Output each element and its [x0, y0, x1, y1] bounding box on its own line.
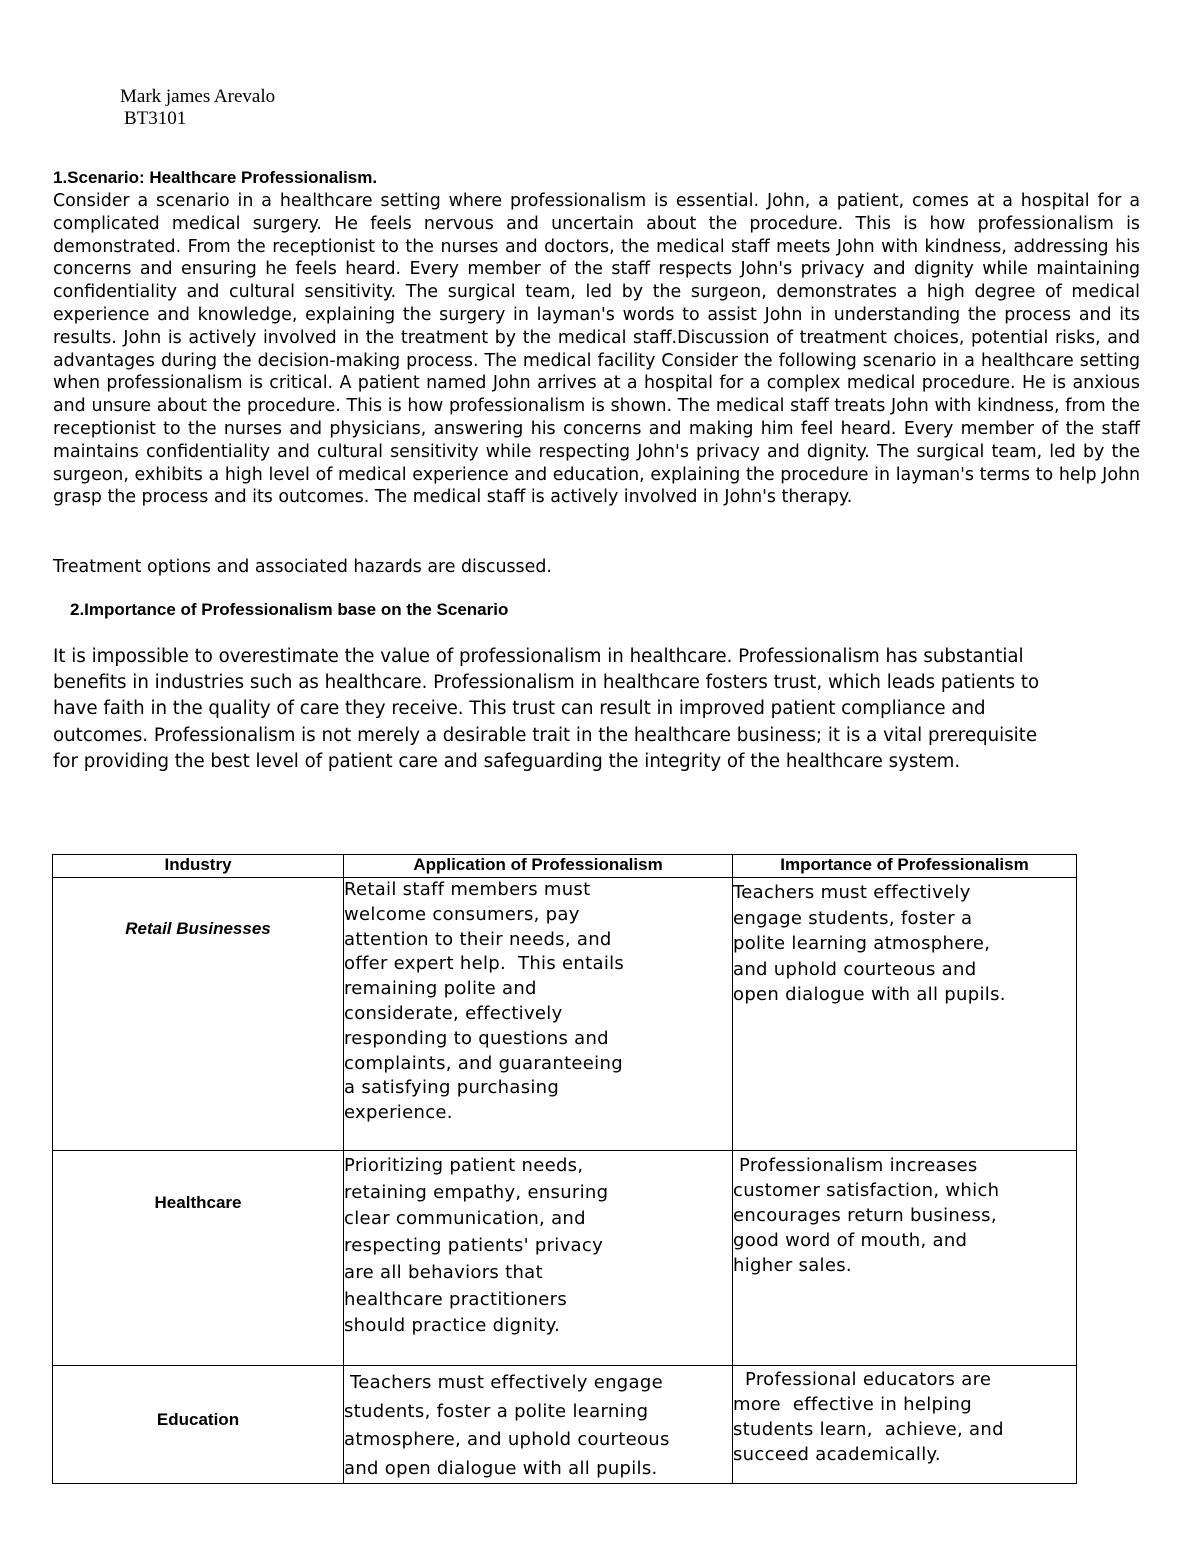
importance-cell: [733, 878, 1077, 1151]
cell-line: higher sales.: [733, 1255, 852, 1276]
cell-line: students, foster a polite learning: [344, 1400, 649, 1422]
importance-line: for providing the best level of patient care and safeguarding the integrity of the healthcare system.: [53, 750, 961, 772]
cell-line: responding to questions and: [344, 1027, 609, 1049]
importance-paragraph: [53, 644, 1143, 775]
cell-line: encourages return business,: [733, 1205, 997, 1226]
cell-line: atmosphere, and uphold courteous: [344, 1429, 670, 1451]
scenario-paragraph: Consider a scenario in a healthcare setting where professionalism is essential. John, a patient, comes at a hospital for a complicated medical surgery. He feels nervous and uncertain about the procedure. This is how professionalism is demonstrated. From the receptionist to the nurses and doctors, the medical staff meets John with kindness, addressing his concerns and ensuring he feels heard. Every member of the staff respects John's privacy and dignity while maintaining confidentiality and cultural sensitivity. The surgical team, led by the surgeon, demonstrates a high degree of medical experience and knowledge, explaining the surgery in layman's words to assist John in understanding the process and its results. John is actively involved in the treatment by the medical staff.Discussion of treatment choices, potential risks, and advantages during the decision-making process. The medical facility Consider the following scenario in a healthcare setting when professionalism is critical. A patient named John arrives at a hospital for a complex medical procedure. He is anxious and unsure about the procedure. This is how professionalism is shown. The medical staff treats John with kindness, from the receptionist to the nurses and physicians, answering his concerns and making him feel heard. Every member of the staff maintains confidentiality and cultural sensitivity while respecting John's privacy and dignity. The surgical team, led by the surgeon, exhibits a high level of medical experience and education, explaining the procedure in layman's terms to help John grasp the process and its outcomes. The medical staff is actively involved in John's therapy.: [53, 191, 1140, 508]
author-name: Mark james Arevalo: [120, 86, 276, 107]
industry-cell: [53, 1366, 344, 1484]
cell-line: Professional educators are: [733, 1369, 992, 1390]
cell-line: complaints, and guaranteeing: [344, 1052, 623, 1074]
cell-line: considerate, effectively: [344, 1002, 563, 1024]
header-importance: Importance of Professionalism: [733, 855, 1077, 878]
cell-line: remaining polite and: [344, 978, 537, 1000]
table-row: [53, 1366, 1077, 1484]
cell-line: welcome consumers, pay: [344, 903, 580, 925]
cell-line: open dialogue with all pupils.: [733, 984, 1006, 1005]
industry-label: Retail Businesses: [125, 919, 271, 938]
cell-line: should practice dignity.: [344, 1315, 561, 1337]
cell-line: clear communication, and: [344, 1208, 586, 1230]
cell-line: healthcare practitioners: [344, 1288, 568, 1310]
scenario-closing-line: Treatment options and associated hazards are discussed.: [53, 557, 552, 577]
section-code: BT3101: [124, 108, 187, 129]
cell-line: and uphold courteous and: [733, 958, 977, 980]
cell-line: Teachers must effectively engage: [344, 1372, 663, 1393]
cell-line: offer expert help. This entails: [344, 953, 625, 975]
industry-label: Healthcare: [154, 1193, 242, 1212]
cell-line: polite learning atmosphere,: [733, 933, 991, 954]
scenario-heading: 1.Scenario: Healthcare Professionalism.: [53, 168, 378, 187]
cell-line: Teachers must effectively: [733, 882, 971, 903]
cell-line: succeed academically.: [733, 1444, 941, 1465]
cell-line: customer satisfaction, which: [733, 1180, 1000, 1201]
cell-line: respecting patients' privacy: [344, 1235, 604, 1257]
cell-line: attention to their needs, and: [344, 928, 612, 950]
author-block: [120, 86, 275, 130]
table-row: [53, 1151, 1077, 1366]
industry-cell: [53, 1151, 344, 1366]
professionalism-table: [52, 854, 1077, 1484]
importance-line: benefits in industries such as healthcare. Professionalism in healthcare fosters trust, which leads patients to: [53, 672, 1040, 694]
cell-line: Retail staff members must: [344, 879, 591, 900]
application-cell: [344, 878, 733, 1151]
cell-line: a satisfying purchasing: [344, 1077, 560, 1099]
importance-heading: 2.Importance of Professionalism base on the Scenario: [70, 600, 509, 619]
header-industry: Industry: [53, 855, 344, 878]
industry-cell: [53, 878, 344, 1151]
cell-line: and open dialogue with all pupils.: [344, 1457, 658, 1479]
cell-line: engage students, foster a: [733, 907, 973, 929]
cell-line: students learn, achieve, and: [733, 1419, 1004, 1440]
importance-line: have faith in the quality of care they receive. This trust can result in improved patient compliance and: [53, 698, 986, 720]
cell-line: are all behaviors that: [344, 1261, 543, 1283]
header-application: Application of Professionalism: [344, 855, 733, 878]
cell-line: Prioritizing patient needs,: [344, 1155, 584, 1176]
importance-cell: [733, 1366, 1077, 1484]
cell-line: more effective in helping: [733, 1394, 972, 1415]
importance-line: It is impossible to overestimate the value of professionalism in healthcare. Professionalism has substantial: [53, 646, 1024, 667]
table-row: [53, 878, 1077, 1151]
table-header-row: [53, 855, 1077, 878]
cell-line: experience.: [344, 1102, 453, 1124]
cell-line: Professionalism increases: [733, 1155, 978, 1176]
application-cell: [344, 1151, 733, 1366]
industry-label: Education: [156, 1410, 240, 1429]
cell-line: retaining empathy, ensuring: [344, 1181, 609, 1203]
cell-line: good word of mouth, and: [733, 1230, 968, 1251]
importance-line: outcomes. Professionalism is not merely a desirable trait in the healthcare business; it is a vital prerequisite: [53, 724, 1038, 746]
application-cell: [344, 1366, 733, 1484]
importance-cell: [733, 1151, 1077, 1366]
